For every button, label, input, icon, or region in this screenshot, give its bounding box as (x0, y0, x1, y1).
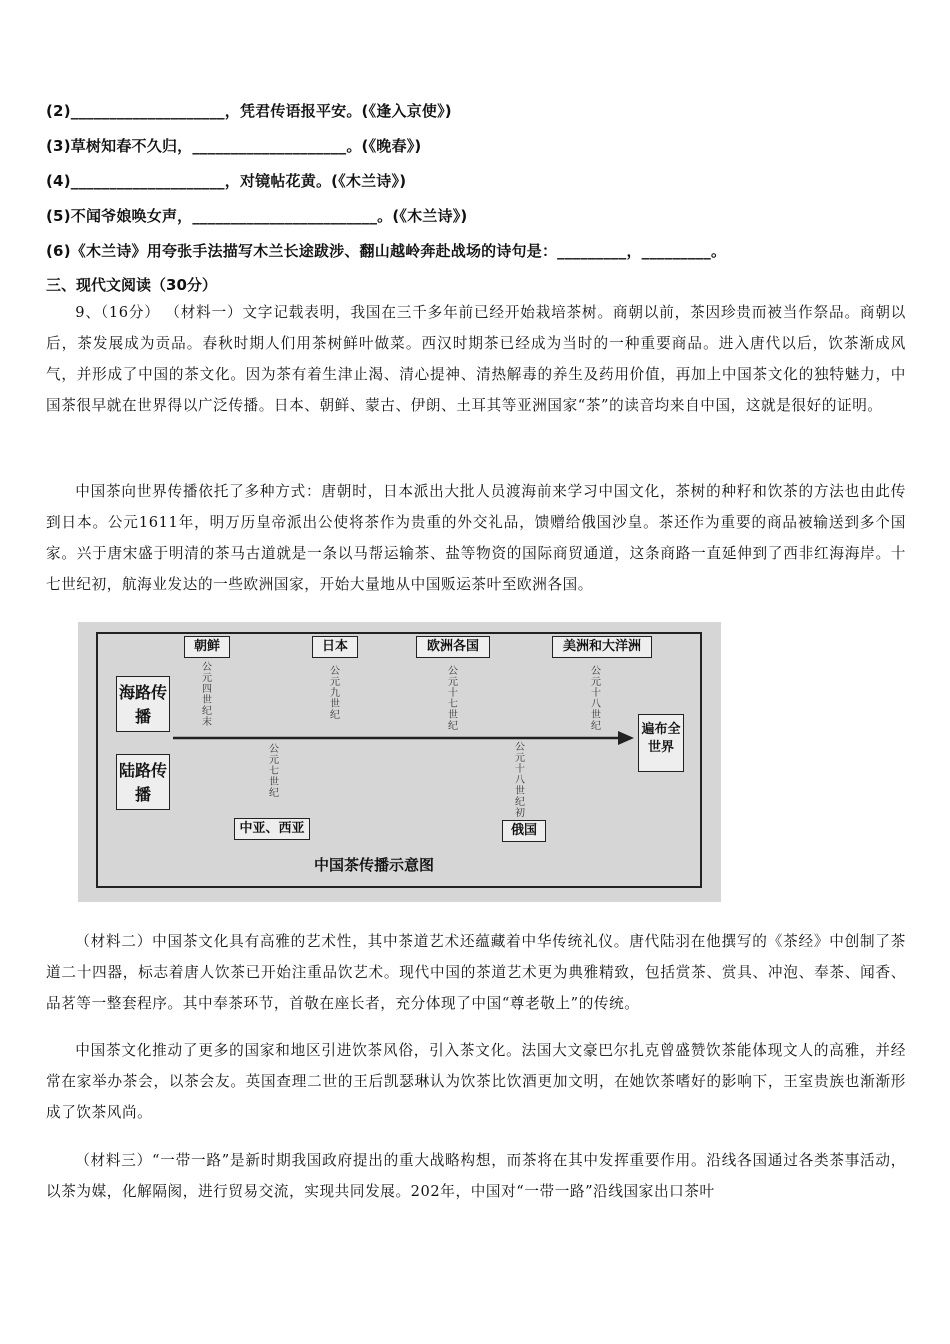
main-arrow-head (618, 731, 634, 745)
material-one-paragraph: 9、（16分） （材料一）文字记载表明，我国在三千多年前已经开始栽培茶树。商朝以前，茶因珍贵而被当作祭品。商朝以后，茶发展成为贡品。春秋时期人们用茶树鲜叶做菜。西汉时期茶已经成为当时的一种重要商品。进入唐代以后，饮茶渐成风气，并形成了中国的茶文化。因为茶有着生津止渴、清心提神、清热解毒的养生及药用价值，再加上中国茶文化的独特魅力，中国茶很早就在世界得以广泛传播。日本、朝鲜、蒙古、伊朗、土耳其等亚洲国家“茶”的读音均来自中国，这就是很好的证明。 (46, 304, 906, 414)
material-three-paragraph: （材料三）“一带一路”是新时期我国政府提出的重大战略构想，而茶将在其中发挥重要作用。沿线各国通过各类茶事活动，以茶为媒，化解隔阂，进行贸易交流，实现共同发展。202年，中国对“一带一路”沿线国家出口茶叶 (46, 1152, 906, 1200)
sea-node-americas-label: 美洲和大洋洲 (562, 639, 641, 654)
land-node-central-asia-label: 中亚、西亚 (239, 821, 305, 836)
sea-route-label-box (116, 676, 170, 732)
land-route-label: 陆路传播 (118, 761, 167, 804)
sea-time-americas: 公元十八世纪 (591, 666, 601, 732)
land-node-central-west-asia (234, 818, 310, 840)
land-route-label-box (116, 754, 170, 810)
sea-node-americas-oceania (552, 636, 652, 658)
land-time-russia: 公元十八世纪初 (515, 742, 525, 819)
material-two-paragraph: （材料二）中国茶文化具有高雅的艺术性，其中茶道艺术还蕴藏着中华传统礼仪。唐代陆羽在他撰写的《茶经》中创制了茶道二十四器，标志着唐人饮茶已开始注重品饮艺术。现代中国的茶道艺术更为典雅精致，包括赏茶、赏具、冲泡、奉茶、闻香、品茗等一整套程序。其中奉茶环节，首敬在座长者，充分体现了中国“尊老敬上”的传统。 (46, 933, 906, 1012)
sea-node-japan-label: 日本 (321, 639, 348, 654)
sea-time-korea: 公元四世纪末 (202, 662, 212, 728)
land-time-central-asia: 公元七世纪 (269, 744, 279, 799)
fill-line-3: (3)草树知春不久归，____________________。(《晚春》) (46, 137, 422, 155)
destination-box (638, 714, 684, 772)
destination-label: 遍布全世界 (641, 722, 681, 755)
sea-time-japan: 公元九世纪 (330, 666, 340, 721)
land-node-russia-label: 俄国 (510, 823, 537, 838)
fill-line-5: (5)不闻爷娘唤女声，________________________。(《木兰诗》) (46, 207, 468, 225)
sea-node-korea (184, 636, 230, 658)
sea-node-korea-label: 朝鲜 (193, 639, 220, 654)
fill-line-2: (2)____________________，凭君传语报平安。(《逢入京使》) (46, 102, 452, 120)
sea-time-europe: 公元十七世纪 (448, 666, 458, 732)
sea-node-japan (312, 636, 358, 658)
sea-route-label: 海路传播 (118, 683, 167, 726)
tea-culture-influence-paragraph: 中国茶文化推动了更多的国家和地区引进饮茶风俗，引入茶文化。法国大文豪巴尔扎克曾盛赞饮茶能体现文人的高雅，并经常在家举办茶会，以茶会友。英国查理二世的王后凯瑟琳认为饮茶比饮酒更加文明，在她饮茶嗜好的影响下，王室贵族也渐渐形成了饮茶风尚。 (46, 1042, 906, 1121)
spread-methods-paragraph: 中国茶向世界传播依托了多种方式：唐朝时，日本派出大批人员渡海前来学习中国文化，茶树的种籽和饮茶的方法也由此传到日本。公元1611年，明万历皇帝派出公使将茶作为贵重的外交礼品，馈赠给俄国沙皇。茶还作为重要的商品被输送到多个国家。兴于唐宋盛于明清的茶马古道就是一条以马帮运输茶、盐等物资的国际商贸通道，这条商路一直延伸到了西非红海海岸。十七世纪初，航海业发达的一些欧洲国家，开始大量地从中国贩运茶叶至欧洲各国。 (46, 483, 906, 593)
diagram-title: 中国茶传播示意图 (314, 856, 435, 874)
fill-line-4: (4)____________________，对镜帖花黄。(《木兰诗》) (46, 172, 407, 190)
fill-line-6: (6)《木兰诗》用夸张手法描写木兰长途跋涉、翻山越岭奔赴战场的诗句是：_________，_________。 (46, 242, 727, 260)
sea-node-europe (416, 636, 490, 658)
land-node-russia (502, 820, 546, 842)
section-heading: 三、现代文阅读（30分） (46, 276, 217, 294)
sea-node-europe-label: 欧洲各国 (426, 639, 479, 654)
tea-spread-diagram (78, 622, 721, 902)
